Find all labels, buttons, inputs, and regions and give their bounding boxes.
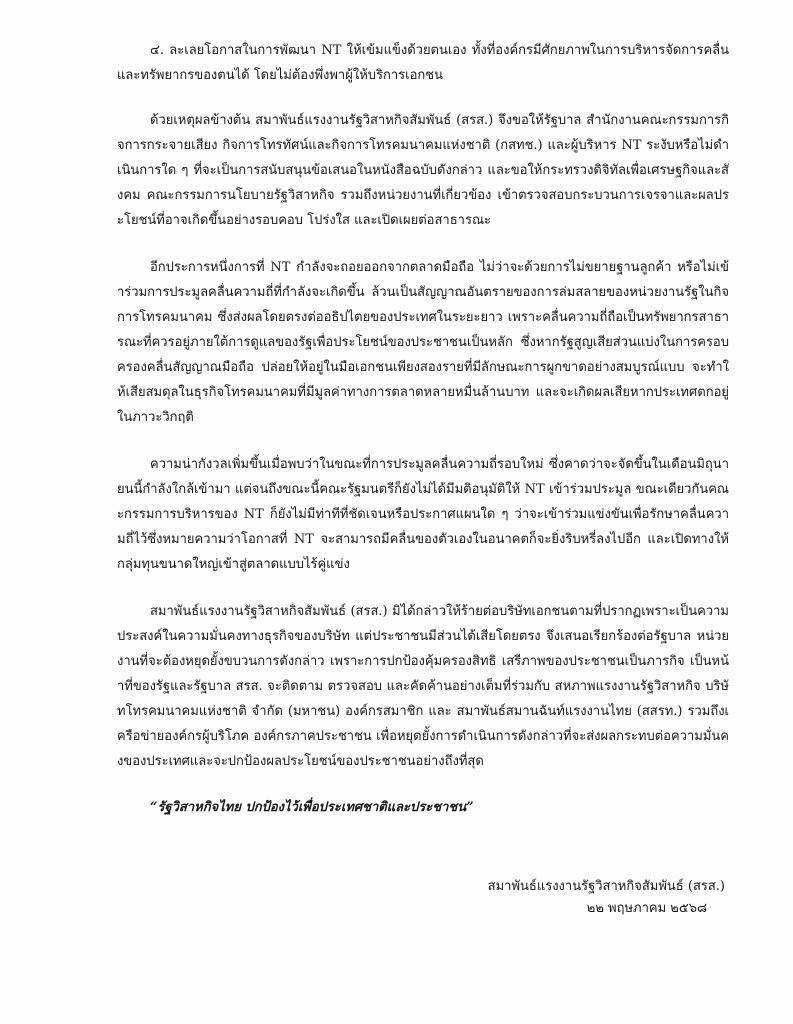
signature-organization: สมาพันธ์แรงงานรัฐวิสาหกิจสัมพันธ์ (สรส.) [487, 879, 725, 894]
slogan: “รัฐวิสาหกิจไทย ปกป้องไว้เพื่อประเทศชาติและประชาชน” [150, 800, 474, 815]
paragraph-market-withdrawal: อีกประการหนึ่งการที่ NT กำลังจะถอยออกจากตลาดมือถือ ไม่ว่าจะด้วยการไม่ขยายฐานลูกค้า หรือไม่เข้าร่วมการประมูลคลื่นความถี่ที่กำลังจะเกิดขึ้น ล้วนเป็นสัญญาณอันตรายของการล่มสลายของหน่วยงานรัฐในกิจการโทรคมนาคม ซึ่งส่งผลโดยตรงต่ออธิปไตยของประเทศในระยะยาว เพราะคลื่นความถี่ถือเป็นทรัพยากรสาธารณะที่ควรอยู่ภายใต้การดูแลของรัฐเพื่อประโยชน์ของประชาชนเป็นหลัก ซึ่งหากรัฐสูญเสียส่วนแบ่งในการครอบครองคลื่นสัญญาณมือถือ ปล่อยให้อยู่ในมือเอกชนเพียงสองรายที่มีลักษณะการผูกขาดอย่างสมบูรณ์แบบ จะทำให้เสียสมดุลในธุรกิจโทรคมนาคมที่มีมูลค่าทางการตลาดหลายหมื่นล้านบาท และจะเกิดผลเสียหากประเทศตกอยู่ในภาวะวิกฤติ [117, 260, 729, 425]
paragraph-auction-concern: ความน่ากังวลเพิ่มขึ้นเมื่อพบว่าในขณะที่การประมูลคลื่นความถี่รอบใหม่ ซึ่งคาดว่าจะจัดขึ้นในเดือนมิถุนายนนี้กำลังใกล้เข้ามา แต่จนถึงขณะนี้คณะรัฐมนตรีก็ยังไม่ได้มีมติอนุมัติให้ NT เข้าร่วมประมูล ขณะเดียวกันคณะกรรมการบริหารของ NT ก็ยังไม่มีท่าทีที่ชัดเจนหรือประกาศแผนใด ๆ ว่าจะเข้าร่วมแข่งขันเพื่อรักษาคลื่นความถี่ไว้ซึ่งหมายความว่าโอกาสที่ NT จะสามารถมีคลื่นของตัวเองในอนาคตก็จะยิ่งริบหรี่ลงไปอีก และเปิดทางให้กลุ่มทุนขนาดใหญ่เข้าสู่ตลาดแบบไร้คู่แข่ง [117, 457, 729, 572]
signature-date: ๒๒ พฤษภาคม ๒๕๖๘ [586, 901, 707, 916]
paragraph-demands: ด้วยเหตุผลข้างต้น สมาพันธ์แรงงานรัฐวิสาหกิจสัมพันธ์ (สรส.) จึงขอให้รัฐบาล สำนักงานคณะกรรมการกิจการกระจายเสียง กิจการโทรทัศน์และกิจการโทรคมนาคมแห่งชาติ (กสทช.) และผู้บริหาร NT ระงับหรือไม่ดำเนินการใด ๆ ที่จะเป็นการสนับสนุนข้อเสนอในหนังสือฉบับดังกล่าว และขอให้กระทรวงดิจิทัลเพื่อเศรษฐกิจและสังคม คณะกรรมการนโยบายรัฐวิสาหกิจ รวมถึงหน่วยงานที่เกี่ยวข้อง เข้าตรวจสอบกระบวนการเจรจาและผลประโยชน์ที่อาจเกิดขึ้นอย่างรอบคอบ โปร่งใส และเปิดเผยต่อสาธารณะ [117, 113, 729, 228]
document-body [117, 38, 729, 820]
paragraph-position-statement: สมาพันธ์แรงงานรัฐวิสาหกิจสัมพันธ์ (สรส.) มิได้กล่าวให้ร้ายต่อบริษัทเอกชนตามที่ปรากฏเพราะเป็นความประสงค์ในความมั่นคงทางธุรกิจของบริษัท แต่ประชาชนมีส่วนได้เสียโดยตรง จึงเสนอเรียกร้องต่อรัฐบาล หน่วยงานที่จะต้องหยุดยั้งขบวนการดังกล่าว เพราะการปกป้องคุ้มครองสิทธิ เสรีภาพของประชาชนเป็นภารกิจ เป็นหน้าที่ของรัฐและรัฐบาล สรส. จะติดตาม ตรวจสอบ และคัดค้านอย่างเต็มที่ร่วมกับ สหภาพแรงงานรัฐวิสาหกิจ บริษัทโทรคมนาคมแห่งชาติ จำกัด (มหาชน) องค์กรสมาชิก และ สมาพันธ์สมานฉันท์แรงงานไทย (สสรท.) รวมถึงเครือข่ายองค์กรผู้บริโภค องค์กรภาคประชาชน เพื่อหยุดยั้งการดำเนินการดังกล่าวที่จะส่งผลกระทบต่อความมั่นคงของประเทศและจะปกป้องผลประโยชน์ของประชาชนอย่างถึงที่สุด [117, 604, 729, 769]
signature-block [465, 876, 725, 920]
paragraph-point-4: ๔. ละเลยโอกาสในการพัฒนา NT ให้เข้มแข็งด้วยตนเอง ทั้งที่องค์กรมีศักยภาพในการบริหารจัดการคลื่นและทรัพยากรของตนได้ โดยไม่ต้องพึ่งพาผู้ให้บริการเอกชน [117, 43, 729, 83]
